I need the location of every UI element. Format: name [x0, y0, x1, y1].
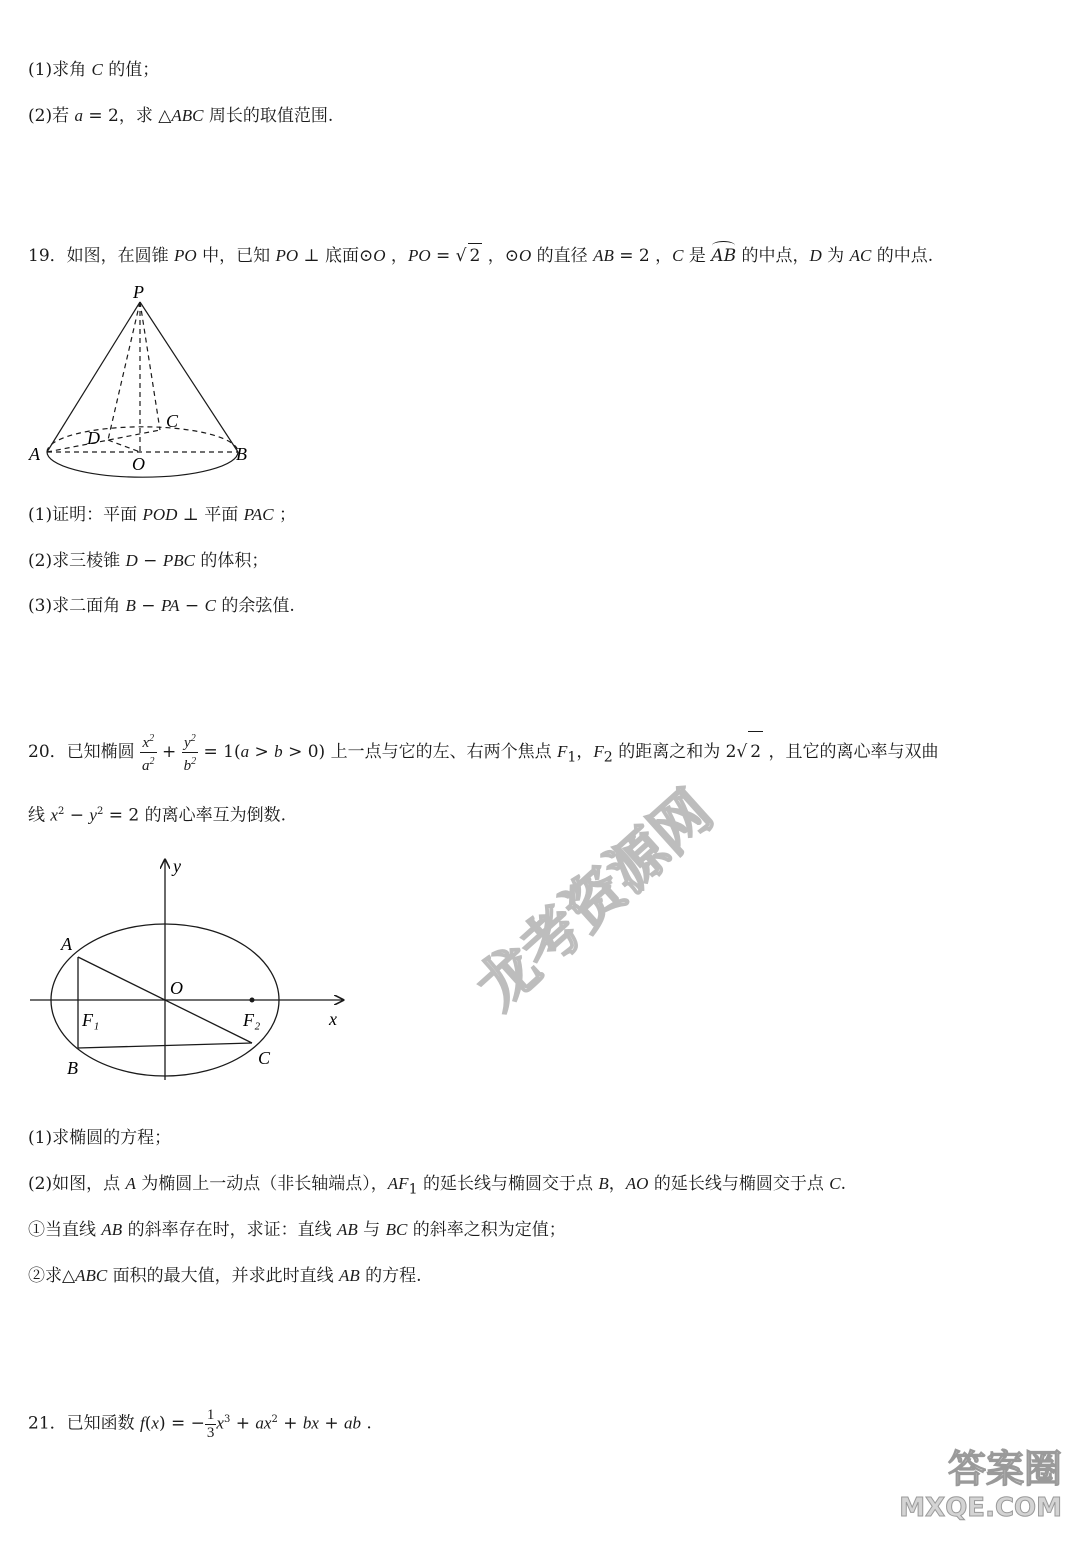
- logo-text-bottom: MXQE.COM: [899, 1493, 1062, 1523]
- cone-label-o: O: [132, 454, 145, 474]
- q19-stem: 19．如图，在圆锥 PO 中，已知 PO ⊥ 底面⊙O ，PO = √ 2 ，⊙O 的直径 AB = 2 ，C 是 AB 的中点，D 为 AC 的中点.: [28, 243, 933, 268]
- ellipse-figure: [25, 850, 355, 1090]
- q20-stem-line1: 20．已知椭圆 $\frac{x^2}{a^2}$ + $\frac{y^2}{b^2}$ = 1(a > b > 0) 上一点与它的左、右两个焦点 $F_1$，$F_2$ 的距离之和为 2√ 2 ，且它的离心率与双曲: [28, 730, 939, 777]
- q18-part1: (1)求角 C 的值；: [28, 60, 160, 80]
- q20-sub1: ①当直线 AB 的斜率存在时，求证：直线 AB 与 BC 的斜率之积为定值；: [28, 1220, 566, 1240]
- watermark-text: 龙考资源网: [464, 777, 726, 1022]
- cone-label-b: B: [236, 444, 247, 464]
- ellipse-label-y: y: [173, 856, 181, 876]
- q20-part1: (1)求椭圆的方程；: [28, 1128, 172, 1148]
- ellipse-label-c: C: [258, 1048, 271, 1068]
- watermark: [380, 700, 726, 1022]
- cone-label-p: P: [133, 282, 144, 302]
- ellipse-label-f1: F₁: [82, 1010, 100, 1030]
- ellipse-label-x: x: [329, 1009, 337, 1029]
- q19-part2: (2)求三棱锥 D − PBC 的体积；: [28, 551, 269, 571]
- q19-part1: (1)证明：平面 POD ⊥ 平面 PAC ；: [28, 505, 296, 525]
- q18-part2: (2)若 a = 2，求 △ABC 周长的取值范围.: [28, 106, 334, 126]
- cone-label-c: C: [166, 411, 179, 431]
- q20-part2: (2)如图，点 A 为椭圆上一动点（非长轴端点），$AF_1$ 的延长线与椭圆交于点 B，AO 的延长线与椭圆交于点 C.: [28, 1174, 847, 1198]
- q21-stem: 21．已知函数 f(x) = − $\frac{1}{3}$ $x^3 + ax^2$ + bx + ab .: [28, 1406, 372, 1441]
- ellipse-label-b: B: [67, 1058, 78, 1078]
- q20-stem-line2: 线 $x^2 - y^2 = 2$ 的离心率互为倒数.: [28, 805, 286, 826]
- ellipse-label-o: O: [170, 978, 183, 998]
- logo-text-top: 答案圈: [947, 1447, 1062, 1491]
- cone-label-d: D: [87, 428, 100, 448]
- q19-part3: (3)求二面角 B − PA − C 的余弦值.: [28, 596, 295, 616]
- cone-figure: [20, 280, 270, 480]
- cone-label-a: A: [29, 444, 40, 464]
- corner-logo: [892, 1438, 1062, 1533]
- q20-sub2: ②求△ABC 面积的最大值，并求此时直线 AB 的方程.: [28, 1266, 422, 1286]
- ellipse-label-a: A: [61, 934, 72, 954]
- ellipse-label-f2: F₂: [243, 1010, 261, 1030]
